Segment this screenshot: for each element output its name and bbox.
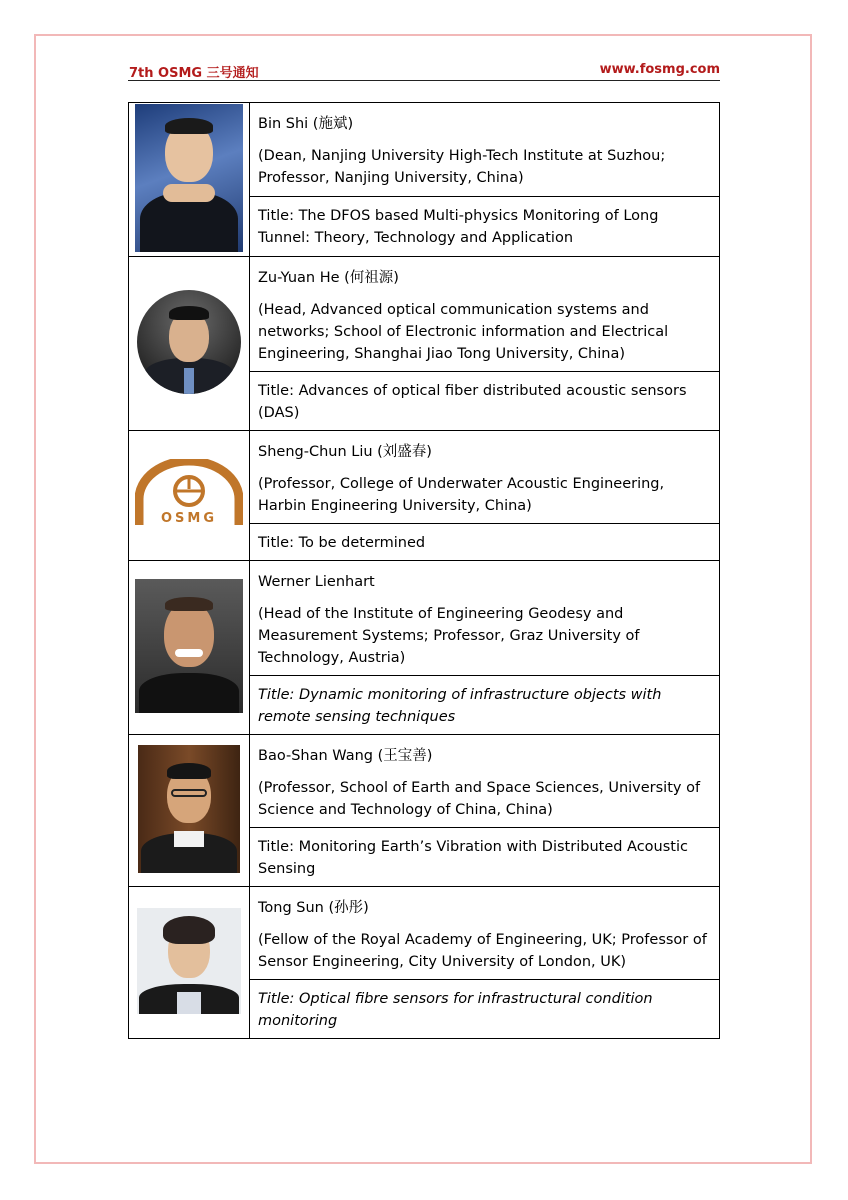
speaker-photo-cell (129, 561, 250, 735)
speaker-talk-title: Title: The DFOS based Multi-physics Monitoring of Long Tunnel: Theory, Technology and Application (258, 208, 659, 247)
speaker-photo-cell (129, 887, 250, 1039)
speaker-row (129, 257, 720, 372)
speaker-affiliation: (Head, Advanced optical communication systems and networks; School of Electronic information and Electrical Engineering, Shanghai Jiao Tong University, China) (258, 302, 669, 362)
header-divider (128, 80, 720, 81)
speaker-talk-title: Title: To be determined (258, 535, 426, 551)
speaker-talk-cell (250, 980, 720, 1039)
speaker-row (129, 561, 720, 676)
speaker-row (129, 103, 720, 197)
speaker-affiliation: (Head of the Institute of Engineering Geodesy and Measurement Systems; Professor, Graz University of Technology, Austria) (258, 606, 640, 666)
speaker-photo (135, 579, 243, 713)
speaker-name: Werner Lienhart (258, 574, 375, 590)
speaker-talk-cell (250, 524, 720, 561)
speaker-info-cell (250, 431, 720, 524)
speaker-talk-title: Title: Advances of optical fiber distributed acoustic sensors (DAS) (258, 383, 687, 421)
speaker-talk-title: Title: Optical fibre sensors for infrastructural condition monitoring (258, 991, 653, 1029)
speaker-row (129, 735, 720, 828)
header-event-title: 7th OSMG 三号通知 (129, 66, 259, 81)
osmg-logo (135, 459, 243, 529)
speaker-photo (135, 104, 243, 252)
speaker-info-cell (250, 257, 720, 372)
speaker-name: Bao-Shan Wang (王宝善) (258, 748, 433, 764)
speaker-row (129, 887, 720, 980)
speaker-name: Zu-Yuan He (何祖源) (258, 270, 399, 286)
speaker-info-cell (250, 735, 720, 828)
speaker-talk-title: Title: Monitoring Earth’s Vibration with Distributed Acoustic Sensing (258, 839, 688, 877)
speaker-photo (137, 290, 241, 394)
header-website-link[interactable]: www.fosmg.com (599, 62, 720, 77)
speaker-name: Tong Sun (孙彤) (258, 900, 369, 916)
speaker-info-cell (250, 561, 720, 676)
speaker-talk-title: Title: Dynamic monitoring of infrastructure objects with remote sensing techniques (258, 687, 662, 725)
speaker-photo (137, 908, 241, 1014)
speaker-name: Bin Shi (施斌) (258, 116, 354, 132)
speaker-affiliation: (Dean, Nanjing University High-Tech Institute at Suzhou; Professor, Nanjing University, China) (258, 148, 666, 186)
speaker-row (129, 431, 720, 524)
speaker-info-cell (250, 887, 720, 980)
speaker-affiliation: (Fellow of the Royal Academy of Engineering, UK; Professor of Sensor Engineering, City University of London, UK) (258, 932, 707, 970)
speaker-photo-cell (129, 257, 250, 431)
speaker-talk-cell (250, 828, 720, 887)
speaker-name: Sheng-Chun Liu (刘盛春) (258, 444, 432, 460)
speaker-photo (138, 745, 240, 873)
speaker-talk-cell (250, 197, 720, 257)
speaker-info-cell (250, 103, 720, 197)
speaker-photo-cell (129, 431, 250, 561)
speaker-photo-cell (129, 103, 250, 257)
logo-text: OSMG (160, 510, 218, 526)
speaker-affiliation: (Professor, School of Earth and Space Sciences, University of Science and Technology of China, China) (258, 780, 701, 818)
speaker-talk-cell (250, 372, 720, 431)
speakers-table (128, 102, 720, 1039)
speaker-talk-cell (250, 676, 720, 735)
speaker-affiliation: (Professor, College of Underwater Acoustic Engineering, Harbin Engineering University, China) (258, 476, 665, 514)
speaker-photo-cell (129, 735, 250, 887)
